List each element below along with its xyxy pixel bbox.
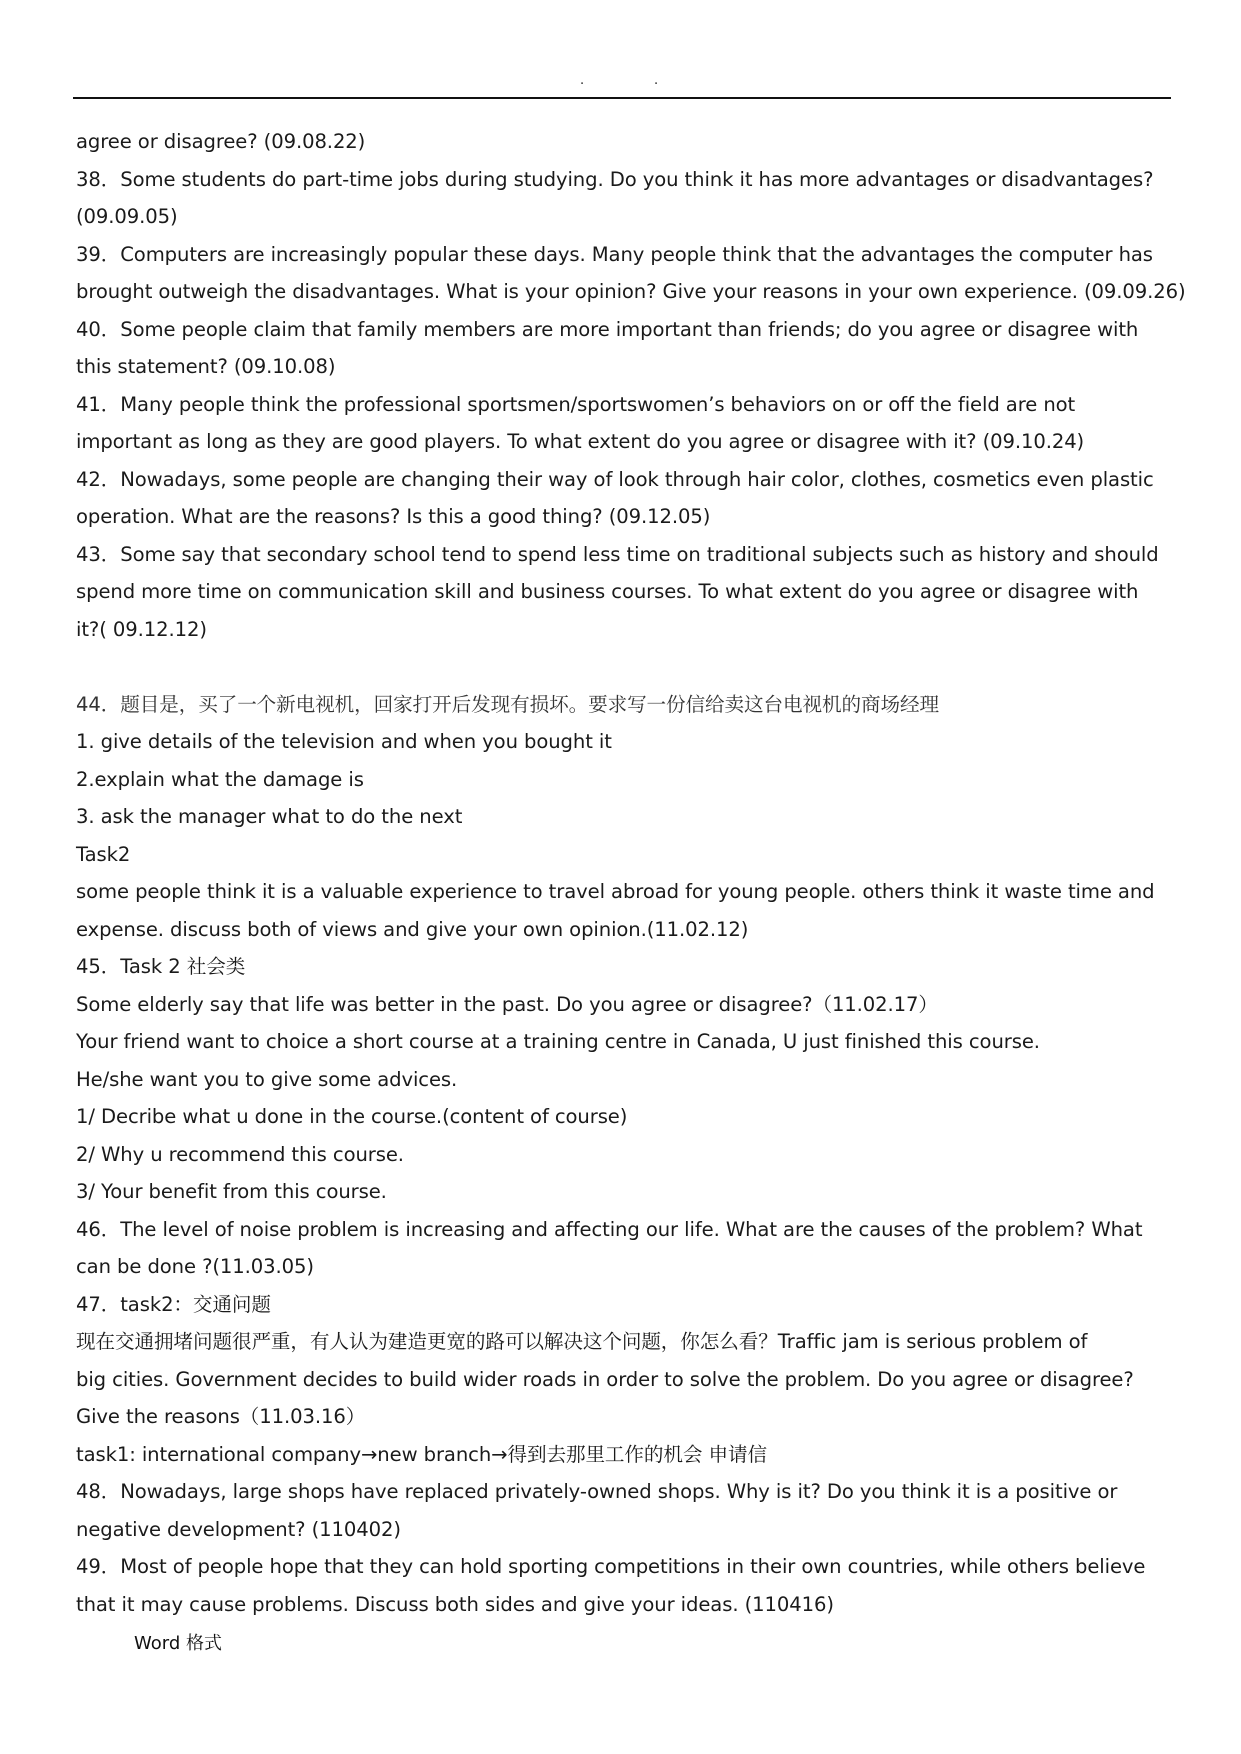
- text-line: task1: international company→new branch→得到去那里工作的机会 申请信: [76, 1442, 768, 1466]
- text-line: (09.09.05): [76, 205, 178, 228]
- text-line: it?( 09.12.12): [76, 617, 207, 641]
- question-38: 38．Some students do part-time jobs during studying. Do you think it has more advantages or disadvantages?: [76, 167, 1154, 191]
- question-41: 41．Many people think the professional sportsmen/sportswomen’s behaviors on or off the field are not: [76, 392, 1076, 416]
- header-mark-left: .: [580, 73, 585, 88]
- text-line: big cities. Government decides to build wider roads in order to solve the problem. Do you agree or disagree?: [76, 1367, 1134, 1391]
- text-line: operation. What are the reasons? Is this a good thing? (09.12.05): [76, 505, 711, 528]
- text-line: spend more time on communication skill and business courses. To what extent do you agree or disagree with: [76, 580, 1139, 603]
- text-line: some people think it is a valuable experience to travel abroad for young people. others think it waste time and: [76, 880, 1155, 903]
- question-44: 44．题目是，买了一个新电视机，回家打开后发现有损坏。要求写一份信给卖这台电视机的商场经理: [76, 692, 939, 716]
- question-47: 47．task2：交通问题: [76, 1292, 271, 1316]
- question-43: 43．Some say that secondary school tend to spend less time on traditional subjects such as history and should: [76, 542, 1159, 566]
- text-line: Give the reasons（11.03.16）: [76, 1405, 366, 1428]
- text-line: this statement? (09.10.08): [76, 355, 336, 378]
- question-39: 39．Computers are increasingly popular these days. Many people think that the advantages the computer has: [76, 242, 1153, 266]
- text-line: can be done ?(11.03.05): [76, 1255, 314, 1278]
- question-40: 40．Some people claim that family members are more important than friends; do you agree or disagree with: [76, 317, 1139, 341]
- header-mark-right: .: [654, 73, 659, 88]
- text-line: He/she want you to give some advices.: [76, 1067, 458, 1091]
- text-line: that it may cause problems. Discuss both sides and give your ideas. (110416): [76, 1592, 834, 1616]
- text-line: expense. discuss both of views and give your own opinion.(11.02.12): [76, 917, 749, 941]
- text-line: brought outweigh the disadvantages. What is your opinion? Give your reasons in your own experience. (09.09.26): [76, 280, 1186, 303]
- list-item: 1. give details of the television and when you bought it: [76, 730, 612, 753]
- header-rule: [73, 97, 1171, 99]
- list-item: 3. ask the manager what to do the next: [76, 805, 463, 828]
- text-line: 现在交通拥堵问题很严重，有人认为建造更宽的路可以解决这个问题，你怎么看？Traffic jam is serious problem of: [76, 1330, 1088, 1353]
- question-48: 48．Nowadays, large shops have replaced privately-owned shops. Why is it? Do you think it is a positive or: [76, 1480, 1118, 1503]
- text-line: negative development? (110402): [76, 1517, 401, 1541]
- document-body: [76, 123, 1186, 1623]
- list-item: 2/ Why u recommend this course.: [76, 1142, 404, 1166]
- text-line: Some elderly say that life was better in the past. Do you agree or disagree?（11.02.17）: [76, 992, 938, 1016]
- list-item: 3/ Your benefit from this course.: [76, 1180, 387, 1203]
- page-header: [73, 70, 1171, 100]
- text-line: important as long as they are good players. To what extent do you agree or disagree with it? (09.10.24): [76, 430, 1085, 453]
- blank-line: [76, 648, 1170, 686]
- task-heading: Task2: [76, 842, 131, 866]
- footer-label: Word 格式: [134, 1633, 222, 1654]
- question-49: 49．Most of people hope that they can hold sporting competitions in their own countries, while others believe: [76, 1555, 1146, 1578]
- text-line: agree or disagree? (09.08.22): [76, 130, 366, 153]
- list-item: 1/ Decribe what u done in the course.(content of course): [76, 1105, 628, 1128]
- list-item: 2.explain what the damage is: [76, 767, 364, 791]
- question-46: 46．The level of noise problem is increasing and affecting our life. What are the causes of the problem? What: [76, 1217, 1143, 1241]
- text-line: Your friend want to choice a short course at a training centre in Canada, U just finished this course.: [76, 1030, 1040, 1053]
- question-45: 45．Task 2 社会类: [76, 955, 246, 978]
- question-42: 42．Nowadays, some people are changing their way of look through hair color, clothes, cosmetics even plastic: [76, 467, 1154, 491]
